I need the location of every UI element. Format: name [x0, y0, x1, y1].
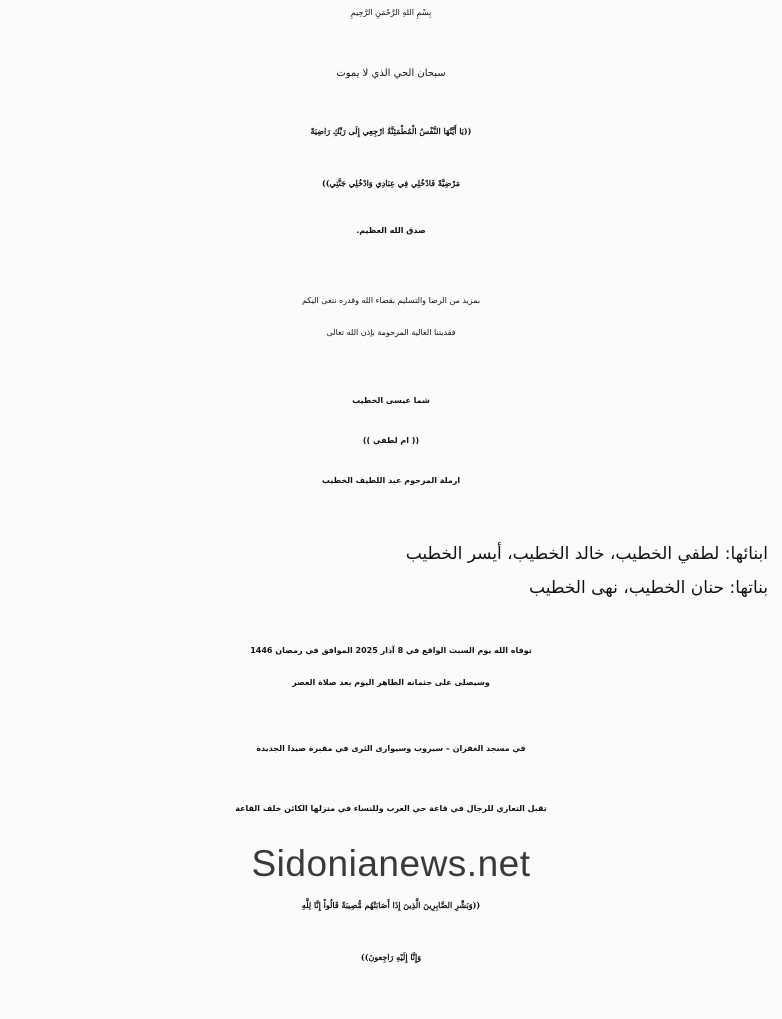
deceased-kunya: (( ام لطفي )) [362, 436, 420, 445]
subhan-line: سبحان الحي الذي لا يموت [336, 68, 446, 79]
daughters-line: بناتها: حنان الخطيب، نهى الخطيب [529, 578, 768, 598]
watermark: Sidonianews.net [251, 843, 531, 884]
burial-line: في مسجد الغفران – سيروب وسيوارى الثرى في مقبرة صيدا الجديدة [256, 744, 526, 753]
verse-line-1: ((يَا أَيَّتُهَا النَّفْسُ الْمُطْمَئِنَّةُ ارْجِعِي إِلَى رَبِّكِ رَاضِيَةً [310, 126, 472, 136]
death-line-2: وسيصلى على جثمانه الطاهر اليوم بعد صلاة العصر [292, 678, 490, 687]
intro-line-2: فقديتنا الغالية المرحومة بإذن الله تعالى [326, 328, 456, 337]
deceased-name: شما عيسى الخطيب [352, 396, 430, 405]
condolences-line: تقبل التعازي للرجال في قاعة حي العرب وللنساء في منزلها الكائن خلف القاعة [235, 804, 547, 813]
verse-line-2: مَرْضِيَّةً فَادْخُلِي فِي عِبَادِي وَادْخُلِي جَنَّتِي)) [321, 178, 461, 188]
widow-of-line: ارملة المرحوم عبد اللطيف الخطيب [321, 476, 461, 485]
closing-verse-line-2: وَإِنَّا إِلَيْهِ رَاجِعونَ)) [360, 952, 422, 962]
sons-line: ابنائها: لطفي الخطيب، خالد الخطيب، أيسر الخطيب [405, 544, 768, 564]
intro-line-1: بمزيد من الرضا والتسليم بقضاء الله وقدره ننعى اليكم [301, 296, 481, 305]
death-line-1: توفاه الله يوم السبت الواقع في 8 آذار 2025 الموافق في رمضان 1446 [250, 646, 532, 655]
closing-verse-line-1: ((وَبَشِّرِ الصَّابِرِينَ الَّذِينَ إِذَا أَصَابَتْهُم مُّصِيبَةٌ قَالُواْ إِنَّا لِلَّهِ [301, 900, 481, 910]
basmala: بِسْمِ اللهِ الرَّحْمَنِ الرَّحِيمِ [350, 8, 432, 17]
sadaq-line: صدق الله العظيم. [356, 226, 426, 235]
